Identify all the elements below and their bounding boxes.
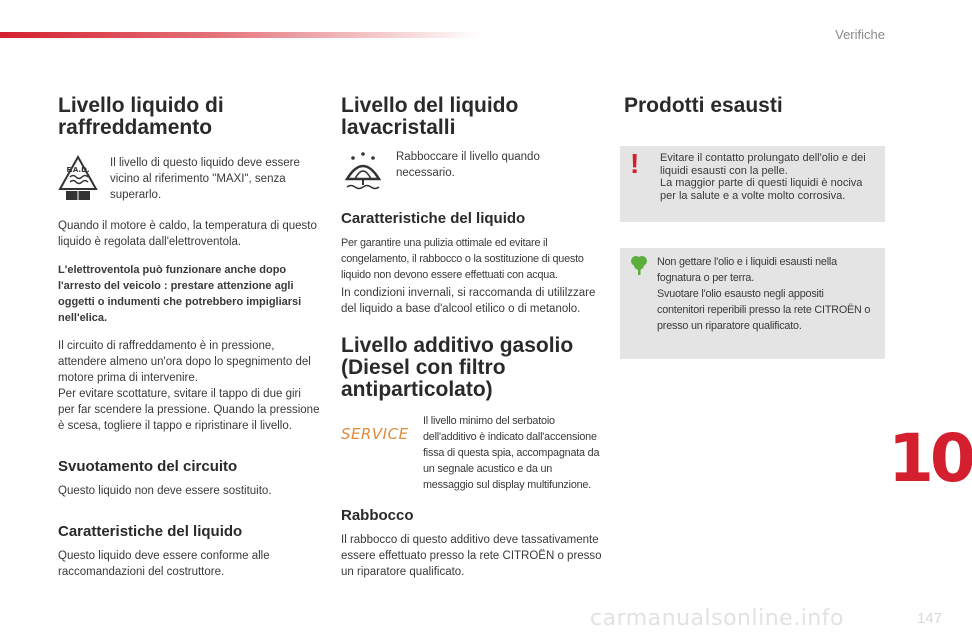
refill-title: Rabbocco xyxy=(341,507,414,524)
eco-box xyxy=(620,248,885,359)
coolant-spec-title: Caratteristiche del liquido xyxy=(58,523,243,540)
coolant-paragraph-2: Il circuito di raffreddamento è in pressione, attendere almeno un'ora dopo lo spegnimento del motore prima di intervenire. Per evitare scottature, svitare il tappo di due giri per far scendere la pressione. Quando la pressione è scesa, togliere il tappo e ripristinare il livello. xyxy=(58,340,320,432)
washer-fluid-icon xyxy=(341,149,396,198)
service-warning-icon: SERVICE xyxy=(341,425,409,443)
warning-text: Evitare il contatto prolungato dell'olio e dei liquidi esausti con la pelle. La maggior parte di questi liquidi è nociva per la salute e a volte molto corrosiva. xyxy=(660,152,866,202)
header-accent-bar xyxy=(0,32,480,38)
coolant-section xyxy=(58,95,320,580)
coolant-icon-note: Il livello di questo liquido deve essere vicino al riferimento "MAXI", senza superarlo. xyxy=(110,157,300,201)
washer-icon-note: Rabboccare il livello quando necessario. xyxy=(396,151,540,179)
tree-eco-icon xyxy=(630,254,648,281)
washer-spec-title: Caratteristiche del liquido xyxy=(341,210,526,227)
chapter-number: 10 xyxy=(888,420,972,497)
washer-spec-text: Per garantire una pulizia ottimale ed evitare il congelamento, il rabbocco o la sostituzione di questo liquido non devono essere effettuati con acqua. xyxy=(341,237,584,281)
watermark: carmanualsonline.info xyxy=(590,606,844,631)
eco-text-1: Non gettare l'olio e i liquidi esausti nella fognatura o per terra. xyxy=(657,256,837,284)
refill-text: Il rabbocco di questo additivo deve tassativamente essere effettuato presso la rete CITROËN o presso un riparatore qualificato. xyxy=(341,534,602,578)
coolant-title: Livello liquido di raffreddamento xyxy=(58,94,224,139)
page-number: 147 xyxy=(916,610,942,627)
washer-section xyxy=(341,95,604,580)
service-note: Il livello minimo del serbatoio dell'additivo è indicato dall'accensione fissa di questa spia, accompagnata da un segnale acustico e da un messaggio sul display multifunzione. xyxy=(423,415,600,491)
exclamation-icon: ! xyxy=(630,148,640,179)
coolant-spec-text: Questo liquido deve essere conforme alle raccomandazioni del costruttore. xyxy=(58,550,270,578)
washer-spec-text-2: In condizioni invernali, si raccomanda di utililzzare del liquido a base d'alcool etilico o di metanolo. xyxy=(341,287,596,315)
waste-section xyxy=(624,95,886,117)
waste-title: Prodotti esausti xyxy=(624,94,783,117)
drain-text: Questo liquido non deve essere sostituito. xyxy=(58,485,272,497)
eco-text-2: Svuotare l'olio esausto negli appositi contenitori reperibili presso la rete CITROËN o presso un riparatore qualificato. xyxy=(657,288,871,332)
coolant-warning-book-icon xyxy=(58,155,110,206)
section-title: Verifiche xyxy=(835,27,885,42)
svg-text:F.A.D.: F.A.D. xyxy=(66,166,90,174)
drain-title: Svuotamento del circuito xyxy=(58,458,238,475)
coolant-paragraph-1: Quando il motore è caldo, la temperatura di questo liquido è regolata dall'elettroventola. xyxy=(58,220,317,248)
warning-box xyxy=(620,146,885,222)
coolant-bold-note: L'elettroventola può funzionare anche dopo l'arresto del veicolo : prestare attenzione agli oggetti o indumenti che potrebbero impigliarsi nell'elica. xyxy=(58,264,302,324)
washer-title: Livello del liquido lavacristalli xyxy=(341,94,519,139)
diesel-additive-title: Livello additivo gasolio (Diesel con filtro antiparticolato) xyxy=(341,334,574,401)
